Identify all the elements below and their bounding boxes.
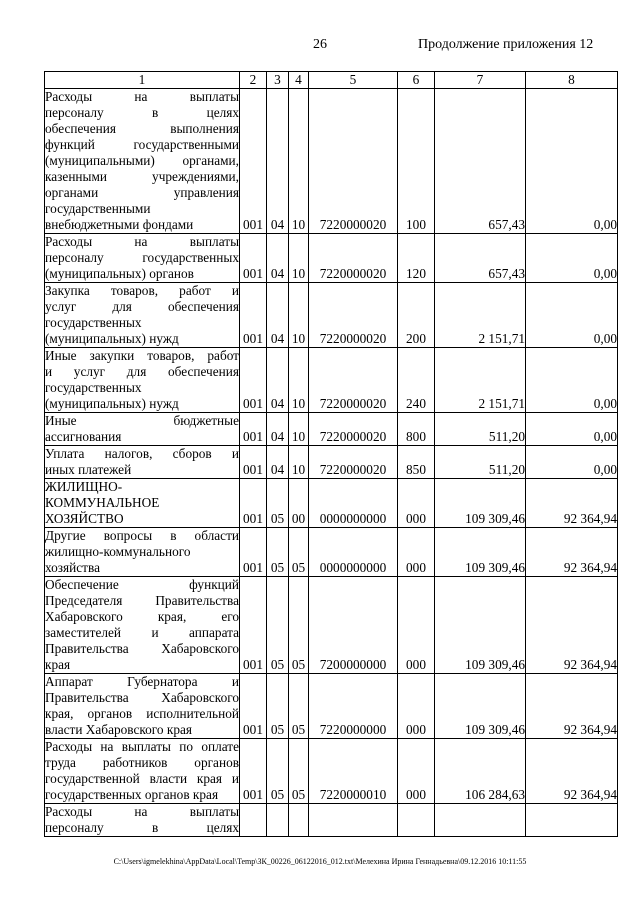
expense-type-code-cell: 120 bbox=[398, 234, 435, 283]
amount-2-cell: 0,00 bbox=[526, 446, 618, 479]
row-name-cell bbox=[45, 804, 240, 837]
header-cell-8: 8 bbox=[526, 72, 618, 89]
row-name-cell bbox=[45, 348, 240, 413]
grbs-code-cell: 001 bbox=[240, 674, 267, 739]
amount-2-cell: 0,00 bbox=[526, 348, 618, 413]
target-item-code-cell: 7220000000 bbox=[309, 674, 398, 739]
row-name-line: Расходы на выплаты bbox=[45, 89, 239, 104]
section-code-cell: 04 bbox=[267, 283, 289, 348]
row-name-cell bbox=[45, 528, 240, 577]
row-name-line: функций государственными bbox=[45, 137, 239, 152]
amount-1-cell: 109 309,46 bbox=[435, 674, 526, 739]
amount-2-cell: 92 364,94 bbox=[526, 479, 618, 528]
target-item-code-cell bbox=[309, 804, 398, 837]
budget-table bbox=[44, 71, 618, 837]
subsection-code-cell bbox=[289, 804, 309, 837]
row-name-line: Иные бюджетные bbox=[45, 413, 239, 428]
expense-type-code-cell: 000 bbox=[398, 479, 435, 528]
row-name-line: края, органов исполнительной bbox=[45, 706, 239, 721]
row-name-line: (муниципальными) органами, bbox=[45, 153, 239, 168]
row-name-line: Аппарат Губернатора и bbox=[45, 674, 239, 689]
section-code-cell: 04 bbox=[267, 348, 289, 413]
subsection-code-cell: 10 bbox=[289, 348, 309, 413]
amount-1-cell: 109 309,46 bbox=[435, 479, 526, 528]
amount-2-cell: 92 364,94 bbox=[526, 577, 618, 674]
row-name-line: органами управления bbox=[45, 185, 239, 200]
grbs-code-cell: 001 bbox=[240, 446, 267, 479]
row-name-cell bbox=[45, 283, 240, 348]
table-row bbox=[45, 89, 618, 234]
target-item-code-cell: 0000000000 bbox=[309, 528, 398, 577]
subsection-code-cell: 05 bbox=[289, 528, 309, 577]
amount-1-cell bbox=[435, 804, 526, 837]
row-name-line: хозяйства bbox=[45, 560, 100, 575]
table-row bbox=[45, 283, 618, 348]
amount-2-cell: 92 364,94 bbox=[526, 674, 618, 739]
target-item-code-cell: 7220000020 bbox=[309, 413, 398, 446]
row-name-line: Иные закупки товаров, работ bbox=[45, 348, 239, 363]
row-name-line: (муниципальных) нужд bbox=[45, 331, 179, 346]
expense-type-code-cell: 240 bbox=[398, 348, 435, 413]
amount-2-cell: 0,00 bbox=[526, 89, 618, 234]
grbs-code-cell: 001 bbox=[240, 348, 267, 413]
section-code-cell bbox=[267, 804, 289, 837]
target-item-code-cell: 7220000020 bbox=[309, 283, 398, 348]
row-name-line: заместителей и аппарата bbox=[45, 625, 239, 640]
row-name-line: казенными учреждениями, bbox=[45, 169, 239, 184]
grbs-code-cell: 001 bbox=[240, 577, 267, 674]
row-name-line: КОММУНАЛЬНОЕ bbox=[45, 495, 160, 510]
row-name-line: и услуг для обеспечения bbox=[45, 364, 239, 379]
expense-type-code-cell: 000 bbox=[398, 674, 435, 739]
subsection-code-cell: 10 bbox=[289, 234, 309, 283]
target-item-code-cell: 7220000020 bbox=[309, 234, 398, 283]
grbs-code-cell: 001 bbox=[240, 739, 267, 804]
table-row bbox=[45, 413, 618, 446]
target-item-code-cell: 7220000020 bbox=[309, 446, 398, 479]
header-cell-1: 1 bbox=[45, 72, 240, 89]
row-name-line: Правительства Хабаровского bbox=[45, 690, 239, 705]
subsection-code-cell: 05 bbox=[289, 674, 309, 739]
target-item-code-cell: 7220000020 bbox=[309, 89, 398, 234]
row-name-line: персоналу в целях bbox=[45, 820, 239, 835]
amount-2-cell: 0,00 bbox=[526, 413, 618, 446]
grbs-code-cell: 001 bbox=[240, 413, 267, 446]
file-path-footer: C:\Users\igmelekhina\AppData\Local\Temp\ЗК_00226_06122016_012.txt\Мелехина Ирина Геннадьевна\09.12.2016 10:11:55 bbox=[113, 857, 527, 866]
row-name-line: Председателя Правительства bbox=[45, 593, 239, 608]
row-name-line: Обеспечение функций bbox=[45, 577, 239, 592]
section-code-cell: 05 bbox=[267, 577, 289, 674]
grbs-code-cell bbox=[240, 804, 267, 837]
expense-type-code-cell: 000 bbox=[398, 739, 435, 804]
table-row bbox=[45, 804, 618, 837]
row-name-line: (муниципальных) органов bbox=[45, 266, 194, 281]
row-name-cell bbox=[45, 739, 240, 804]
amount-2-cell: 92 364,94 bbox=[526, 528, 618, 577]
header-cell-2: 2 bbox=[240, 72, 267, 89]
amount-1-cell: 2 151,71 bbox=[435, 348, 526, 413]
amount-1-cell: 657,43 bbox=[435, 89, 526, 234]
row-name-line: государственных органов края bbox=[45, 787, 219, 802]
grbs-code-cell: 001 bbox=[240, 89, 267, 234]
amount-2-cell: 0,00 bbox=[526, 234, 618, 283]
row-name-line: Расходы на выплаты по оплате bbox=[45, 739, 239, 754]
row-name-line: ассигнования bbox=[45, 429, 122, 444]
section-code-cell: 05 bbox=[267, 739, 289, 804]
row-name-line: власти Хабаровского края bbox=[45, 722, 193, 737]
row-name-line: труда работников органов bbox=[45, 755, 239, 770]
subsection-code-cell: 10 bbox=[289, 283, 309, 348]
table-row bbox=[45, 348, 618, 413]
section-code-cell: 04 bbox=[267, 446, 289, 479]
table-row bbox=[45, 479, 618, 528]
row-name-line: государственных bbox=[45, 380, 142, 395]
row-name-line: услуг для обеспечения bbox=[45, 299, 239, 314]
row-name-line: ЖИЛИЩНО- bbox=[45, 479, 123, 494]
subsection-code-cell: 05 bbox=[289, 739, 309, 804]
amount-1-cell: 511,20 bbox=[435, 413, 526, 446]
subsection-code-cell: 10 bbox=[289, 89, 309, 234]
section-code-cell: 04 bbox=[267, 413, 289, 446]
table-row bbox=[45, 446, 618, 479]
row-name-line: ХОЗЯЙСТВО bbox=[45, 511, 124, 526]
amount-1-cell: 511,20 bbox=[435, 446, 526, 479]
subsection-code-cell: 10 bbox=[289, 413, 309, 446]
row-name-line: Уплата налогов, сборов и bbox=[45, 446, 239, 461]
expense-type-code-cell bbox=[398, 804, 435, 837]
subsection-code-cell: 05 bbox=[289, 577, 309, 674]
section-code-cell: 05 bbox=[267, 479, 289, 528]
row-name-line: персоналу в целях bbox=[45, 105, 239, 120]
grbs-code-cell: 001 bbox=[240, 479, 267, 528]
amount-1-cell: 109 309,46 bbox=[435, 528, 526, 577]
subsection-code-cell: 10 bbox=[289, 446, 309, 479]
section-code-cell: 05 bbox=[267, 528, 289, 577]
target-item-code-cell: 7220000020 bbox=[309, 348, 398, 413]
header-cell-5: 5 bbox=[309, 72, 398, 89]
row-name-cell bbox=[45, 577, 240, 674]
amount-2-cell: 92 364,94 bbox=[526, 739, 618, 804]
row-name-cell bbox=[45, 674, 240, 739]
expense-type-code-cell: 000 bbox=[398, 577, 435, 674]
row-name-line: края bbox=[45, 657, 71, 672]
grbs-code-cell: 001 bbox=[240, 528, 267, 577]
row-name-cell bbox=[45, 446, 240, 479]
target-item-code-cell: 7200000000 bbox=[309, 577, 398, 674]
table-header-row bbox=[45, 72, 618, 89]
grbs-code-cell: 001 bbox=[240, 283, 267, 348]
table-row bbox=[45, 674, 618, 739]
table-row bbox=[45, 739, 618, 804]
row-name-line: жилищно-коммунального bbox=[45, 544, 191, 559]
row-name-cell bbox=[45, 413, 240, 446]
expense-type-code-cell: 000 bbox=[398, 528, 435, 577]
target-item-code-cell: 0000000000 bbox=[309, 479, 398, 528]
table-row bbox=[45, 528, 618, 577]
row-name-line: (муниципальных) нужд bbox=[45, 396, 179, 411]
header-cell-6: 6 bbox=[398, 72, 435, 89]
row-name-cell bbox=[45, 479, 240, 528]
amount-1-cell: 2 151,71 bbox=[435, 283, 526, 348]
row-name-line: обеспечения выполнения bbox=[45, 121, 239, 136]
expense-type-code-cell: 200 bbox=[398, 283, 435, 348]
row-name-line: государственных bbox=[45, 315, 142, 330]
row-name-line: Закупка товаров, работ и bbox=[45, 283, 239, 298]
amount-2-cell bbox=[526, 804, 618, 837]
expense-type-code-cell: 100 bbox=[398, 89, 435, 234]
grbs-code-cell: 001 bbox=[240, 234, 267, 283]
amount-1-cell: 106 284,63 bbox=[435, 739, 526, 804]
amount-1-cell: 109 309,46 bbox=[435, 577, 526, 674]
row-name-line: внебюджетными фондами bbox=[45, 217, 194, 232]
row-name-line: государственными bbox=[45, 201, 151, 216]
section-code-cell: 04 bbox=[267, 234, 289, 283]
subsection-code-cell: 00 bbox=[289, 479, 309, 528]
row-name-line: персоналу государственных bbox=[45, 250, 239, 265]
section-code-cell: 05 bbox=[267, 674, 289, 739]
header-cell-7: 7 bbox=[435, 72, 526, 89]
row-name-cell bbox=[45, 89, 240, 234]
table-row bbox=[45, 234, 618, 283]
expense-type-code-cell: 800 bbox=[398, 413, 435, 446]
header-cell-4: 4 bbox=[289, 72, 309, 89]
expense-type-code-cell: 850 bbox=[398, 446, 435, 479]
header-cell-3: 3 bbox=[267, 72, 289, 89]
table-row bbox=[45, 577, 618, 674]
continuation-title: Продолжение приложения 12 bbox=[418, 37, 594, 52]
amount-2-cell: 0,00 bbox=[526, 283, 618, 348]
section-code-cell: 04 bbox=[267, 89, 289, 234]
row-name-line: Расходы на выплаты bbox=[45, 804, 239, 819]
row-name-line: Правительства Хабаровского bbox=[45, 641, 239, 656]
row-name-line: Хабаровского края, его bbox=[45, 609, 239, 624]
row-name-cell bbox=[45, 234, 240, 283]
row-name-line: Другие вопросы в области bbox=[45, 528, 239, 543]
row-name-line: Расходы на выплаты bbox=[45, 234, 239, 249]
row-name-line: государственной власти края и bbox=[45, 771, 239, 786]
target-item-code-cell: 7220000010 bbox=[309, 739, 398, 804]
amount-1-cell: 657,43 bbox=[435, 234, 526, 283]
page-number: 26 bbox=[313, 37, 327, 52]
row-name-line: иных платежей bbox=[45, 462, 132, 477]
